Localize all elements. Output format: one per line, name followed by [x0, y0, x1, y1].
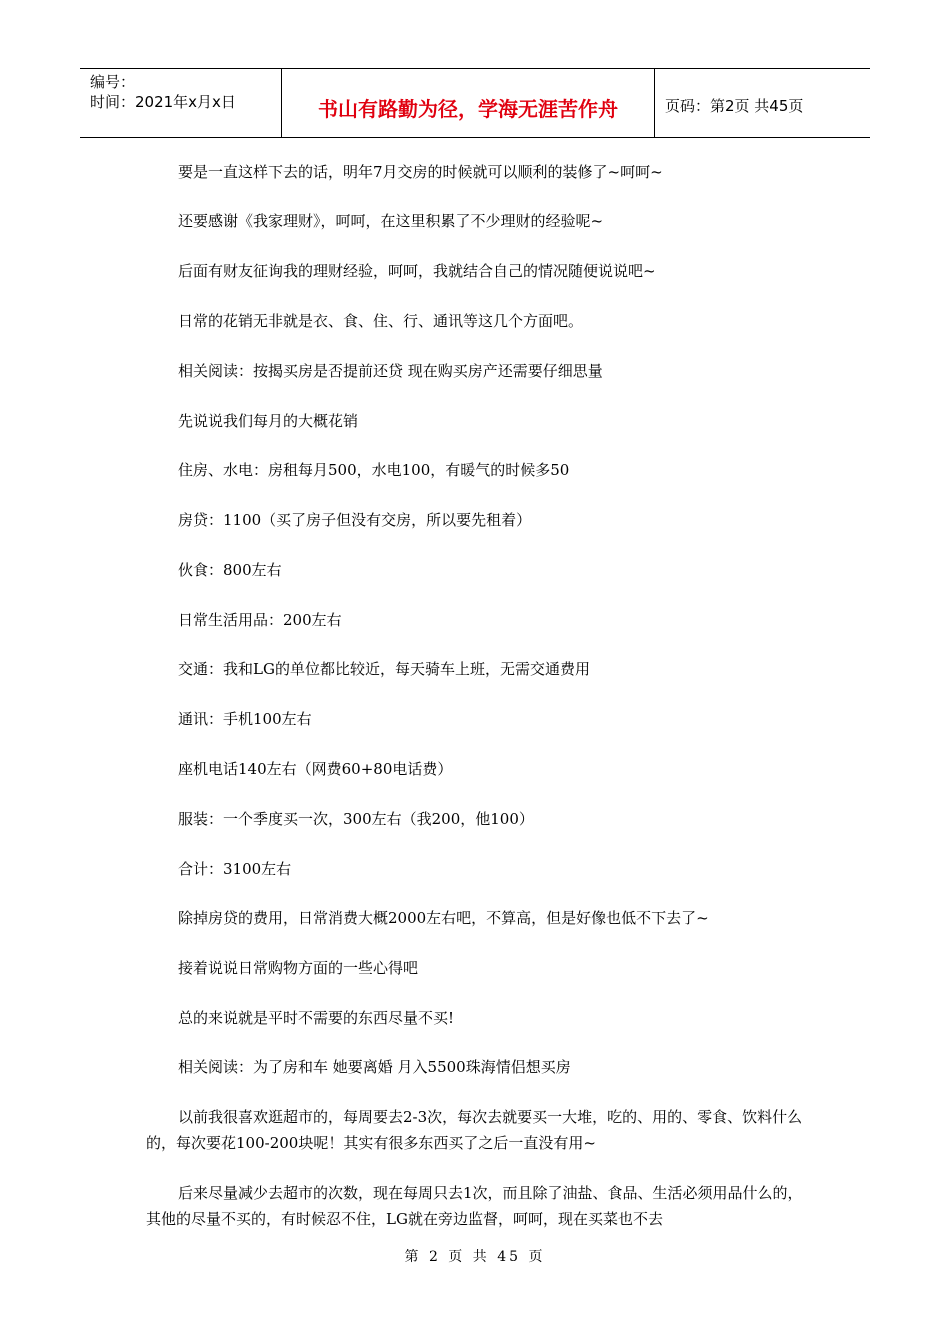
expense-line: 通讯：手机100左右 — [178, 710, 312, 728]
body-line: 先说说我们每月的大概花销 — [178, 412, 359, 430]
page-code: 页码：第2页 共45页 — [665, 97, 804, 115]
expense-line: 房贷：1100（买了房子但没有交房，所以要先租着） — [178, 511, 532, 529]
body-line: 总的来说就是平时不需要的东西尽量不买! — [178, 1009, 455, 1027]
page-footer: 第 2 页 共 45 页 — [404, 1249, 546, 1265]
expense-line: 日常生活用品：200左右 — [178, 611, 342, 629]
header-motto-cell — [282, 69, 655, 137]
serial-number-label: 编号： — [90, 73, 136, 91]
expense-line: 交通：我和LG的单位都比较近，每天骑车上班，无需交通费用 — [178, 660, 590, 678]
body-paragraph: 后来尽量减少去超市的次数，现在每周只去1次，而且除了油盐、食品、生活必须用品什么的，其他的尽量不买的，有时候忍不住，LG就在旁边监督，呵呵，现在买菜也不去 — [146, 1184, 803, 1228]
time-label: 时间：2021年x月x日 — [90, 93, 236, 111]
related-reading-line: 相关阅读：为了房和车 她要离婚 月入5500珠海情侣想买房 — [178, 1058, 571, 1076]
body-line: 要是一直这样下去的话，明年7月交房的时候就可以顺利的装修了~呵呵~ — [178, 163, 663, 181]
related-reading-line: 相关阅读：按揭买房是否提前还贷 现在购买房产还需要仔细思量 — [178, 362, 603, 380]
motto-text: 书山有路勤为径，学海无涯苦作舟 — [318, 97, 618, 121]
body-line: 接着说说日常购物方面的一些心得吧 — [178, 959, 419, 977]
body-line: 还要感谢《我家理财》，呵呵，在这里积累了不少理财的经验呢~ — [178, 212, 604, 230]
expense-line: 伙食：800左右 — [178, 561, 282, 579]
body-line: 除掉房贷的费用，日常消费大概2000左右吧，不算高，但是好像也低不下去了~ — [178, 909, 709, 927]
body-line: 日常的花销无非就是衣、食、住、行、通讯等这几个方面吧。 — [178, 312, 584, 330]
expense-line: 座机电话140左右（网费60+80电话费） — [178, 760, 453, 778]
header-info-cell — [80, 69, 282, 137]
body-paragraph: 以前我很喜欢逛超市的，每周要去2-3次，每次去就要买一大堆，吃的、用的、零食、饮料什么的，每次要花100-200块呢！其实有很多东西买了之后一直没有用~ — [146, 1108, 803, 1152]
header-page-cell — [655, 69, 870, 137]
expense-line: 住房、水电：房租每月500，水电100，有暖气的时候多50 — [178, 461, 570, 479]
total-line: 合计：3100左右 — [178, 860, 292, 878]
expense-line: 服装：一个季度买一次，300左右（我200，他100） — [178, 810, 534, 828]
body-line: 后面有财友征询我的理财经验，呵呵，我就结合自己的情况随便说说吧~ — [178, 262, 656, 280]
document-header — [80, 68, 870, 138]
